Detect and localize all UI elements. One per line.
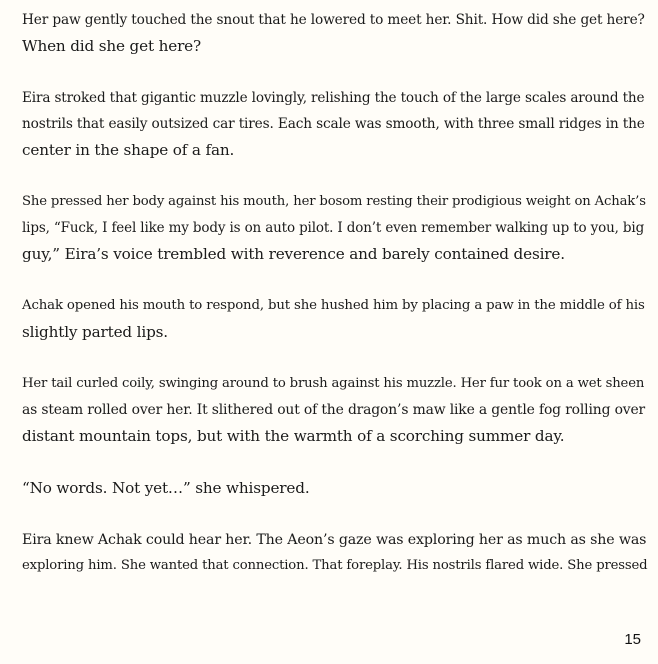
text-line: guy,” Eira’s voice trembled with reverence and barely contained desire. — [22, 245, 565, 263]
paragraph — [22, 371, 647, 449]
paragraph — [22, 293, 647, 345]
paragraph — [22, 85, 647, 163]
text-line: She pressed her body against his mouth, her bosom resting their prodigious weight on Achak’s — [22, 194, 646, 209]
paragraph — [22, 7, 647, 59]
text-line: Eira knew Achak could hear her. The Aeon’s gaze was exploring her as much as she was — [22, 532, 647, 548]
text-line: Eira stroked that gigantic muzzle lovingly, relishing the touch of the large scales around the — [22, 90, 645, 106]
text-line: slightly parted lips. — [22, 323, 168, 341]
text-line: “No words. Not yet…” she whispered. — [22, 479, 310, 497]
text-line: as steam rolled over her. It slithered out of the dragon’s maw like a gentle fog rolling over — [22, 402, 646, 418]
text-line: Her tail curled coily, swinging around to brush against his muzzle. Her fur took on a wet sheen — [22, 376, 645, 391]
paragraph — [22, 527, 647, 579]
text-line: distant mountain tops, but with the warmth of a scorching summer day. — [22, 427, 565, 445]
paragraph — [22, 475, 647, 501]
text-line: lips, “Fuck, I feel like my body is on auto pilot. I don’t even remember walking up to you, big — [22, 220, 645, 236]
text-line: Achak opened his mouth to respond, but she hushed him by placing a paw in the middle of his — [22, 298, 645, 313]
text-line: Her paw gently touched the snout that he lowered to meet her. Shit. How did she get here? — [22, 12, 645, 28]
page-number: 15 — [624, 631, 641, 648]
text-line: nostrils that easily outsized car tires. Each scale was smooth, with three small ridges in the — [22, 116, 645, 132]
document-page — [22, 7, 647, 605]
text-line: When did she get here? — [22, 37, 202, 55]
text-line: center in the shape of a fan. — [22, 141, 235, 159]
text-line: exploring him. She wanted that connection. That foreplay. His nostrils flared wide. She pressed — [22, 558, 648, 573]
paragraph — [22, 189, 647, 267]
